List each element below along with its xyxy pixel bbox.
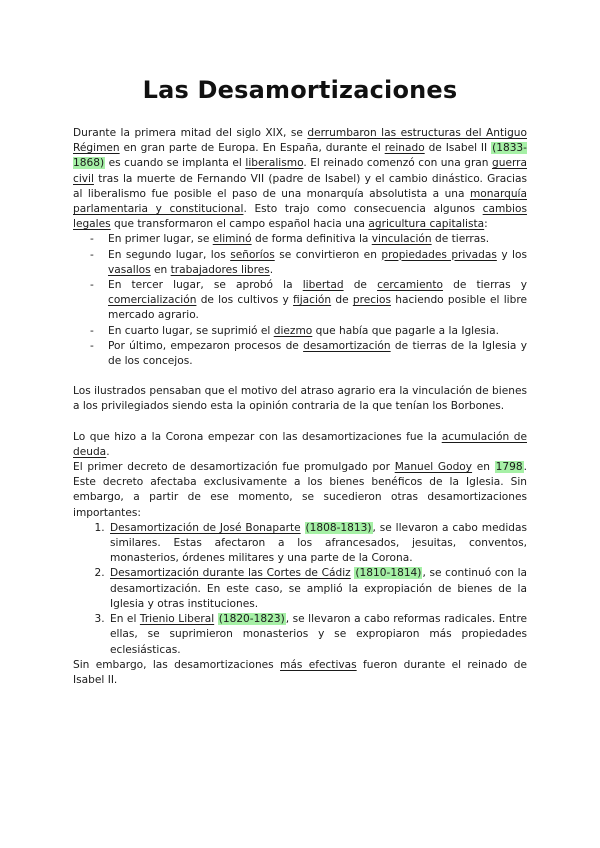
underlined-term: Manuel Godoy bbox=[394, 461, 473, 474]
list-item: - Por último, empezaron procesos de desamortización de tierras de la Iglesia y de los concejos. bbox=[90, 339, 527, 369]
highlighted-years: (1810-1814) bbox=[355, 567, 422, 580]
intro-paragraph: Durante la primera mitad del siglo XIX, se derrumbaron las estructuras del Antiguo Régimen en gran parte de Europa. En España, durante el reinado de Isabel II (1833-1868) es cuando se implanta el liberalismo. El reinado comenzó con una gran guerra civil tras la muerte de Fernando VII (padre de Isabel) y el cambio dinástico. Gracias al liberalismo fue posible el paso de una monarquía absolutista a una monarquía parlamentaria y constitucional. Esto trajo como consecuencia algunos cambios legales que transformaron el campo español hacia una agricultura capitalista: bbox=[73, 127, 527, 231]
highlighted-years: (1833-1868) bbox=[73, 142, 527, 170]
underlined-term: guerra civil bbox=[73, 157, 527, 185]
underlined-term: liberalismo bbox=[245, 157, 304, 170]
page-title: Las Desamortizaciones bbox=[142, 76, 458, 104]
document-body bbox=[73, 126, 527, 688]
underlined-term: monarquía parlamentaria y constitucional bbox=[73, 187, 527, 216]
list-item: 1. Desamortización de José Bonaparte (1808-1813), se llevaron a cabo medidas similares. Estas afectaron a los afrancesados, jesuitas, conventos, monasterios, órdenes militares y una parte de la Corona. bbox=[108, 521, 527, 567]
final-paragraph: Sin embargo, las desamortizaciones más efectivas fueron durante el reinado de Isabel II. bbox=[73, 658, 527, 686]
ilustrados-paragraph: Los ilustrados pensaban que el motivo del atraso agrario era la vinculación de bienes a los privilegiados siendo esta la opinión contraria de la que tenían los Borbones. bbox=[73, 385, 527, 413]
desamortizaciones-list bbox=[73, 521, 527, 658]
underlined-term: agricultura capitalista bbox=[368, 218, 485, 231]
list-item: - En cuarto lugar, se suprimió el diezmo que había que pagarle a la Iglesia. bbox=[90, 324, 527, 339]
underlined-term: más efectivas bbox=[280, 658, 357, 671]
godoy-paragraph: El primer decreto de desamortización fue promulgado por Manuel Godoy en 1798. Este decreto afectaba exclusivamente a los bienes benéficos de la Iglesia. Sin embargo, a partir de ese momento, se sucedieron otras desamortizaciones importantes: bbox=[73, 461, 528, 519]
list-item: - En primer lugar, se eliminó de forma definitiva la vinculación de tierras. bbox=[90, 232, 527, 247]
underlined-term: acumulación de deuda bbox=[73, 430, 527, 458]
underlined-term: cambios legales bbox=[73, 203, 527, 231]
highlighted-years: (1820-1823) bbox=[218, 613, 285, 626]
changes-list bbox=[73, 232, 527, 369]
list-item: - En segundo lugar, los señoríos se convirtieron en propiedades privadas y los vasallos en trabajadores libres. bbox=[90, 248, 527, 278]
highlighted-years: (1808-1813) bbox=[305, 521, 372, 534]
underlined-term: derrumbaron las estructuras del Antiguo Régimen bbox=[73, 127, 527, 155]
underlined-term: reinado bbox=[384, 142, 425, 155]
highlighted-years: 1798 bbox=[495, 461, 523, 474]
list-item: - En tercer lugar, se aprobó la libertad de cercamiento de tierras y comercialización de los cultivos y fijación de precios haciendo posible el libre mercado agrario. bbox=[90, 278, 527, 324]
list-item: 2. Desamortización durante las Cortes de Cádiz (1810-1814), se continuó con la desamortización. En este caso, se amplió la expropiación de bienes de la Iglesia y otras instituciones. bbox=[108, 566, 527, 612]
list-item: 3. En el Trienio Liberal (1820-1823), se llevaron a cabo reformas radicales. Entre ellas, se suprimieron monasterios y se expropiaron más propiedades eclesiásticas. bbox=[108, 612, 527, 658]
corona-paragraph: Lo que hizo a la Corona empezar con las desamortizaciones fue la acumulación de deuda. bbox=[73, 430, 527, 458]
